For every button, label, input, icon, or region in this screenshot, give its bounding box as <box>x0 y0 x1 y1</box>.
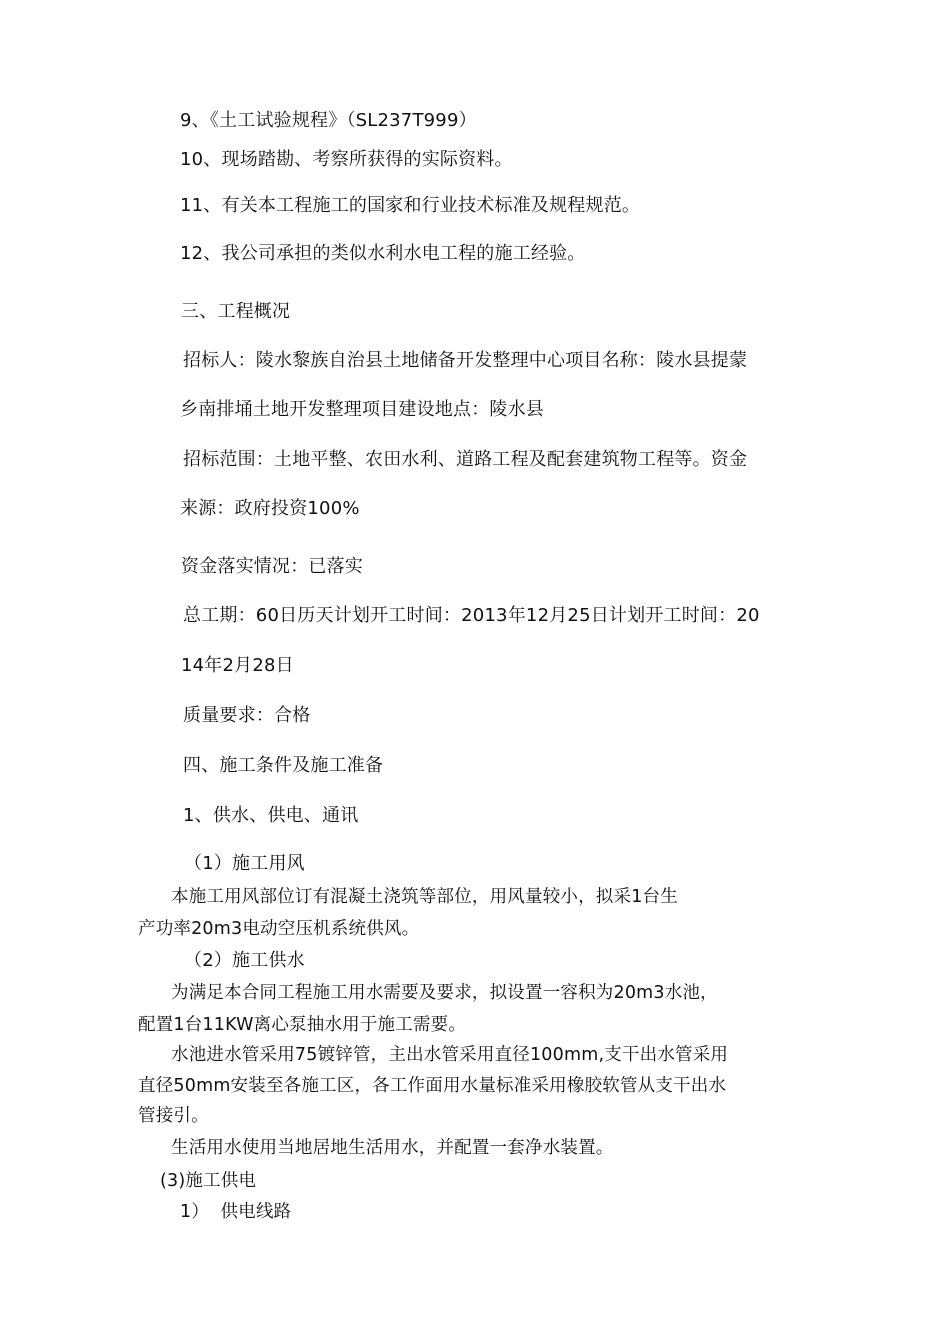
funding-status: 资金落实情况：已落实 <box>181 556 363 577</box>
reference-item-11: 11、有关本工程施工的国家和行业技术标准及规程规范。 <box>180 195 641 216</box>
subsection-utilities: 1、供水、供电、通讯 <box>183 805 359 826</box>
schedule-line-1: 总工期：60日历天计划开工时间：2013年12月25日计划开工时间：20 <box>183 605 760 626</box>
subsection-construction-water: （2）施工供水 <box>184 950 305 971</box>
air-paragraph-line-1: 本施工用风部位订有混凝土浇筑等部位，用风量较小，拟采1台生 <box>171 887 678 907</box>
section-heading-construction-conditions: 四、施工条件及施工准备 <box>183 755 384 776</box>
reference-item-10: 10、现场踏勘、考察所获得的实际资料。 <box>180 149 513 170</box>
quality-requirement: 质量要求：合格 <box>183 705 311 726</box>
reference-item-12: 12、我公司承担的类似水利水电工程的施工经验。 <box>180 243 586 264</box>
scope-line-1: 招标范围：土地平整、农田水利、道路工程及配套建筑物工程等。资金 <box>183 449 748 470</box>
scope-line-2: 来源：政府投资100% <box>180 498 360 519</box>
air-paragraph-line-2: 产功率20m3电动空压机系统供风。 <box>138 919 420 939</box>
subsection-construction-air: （1）施工用风 <box>184 853 305 874</box>
pipe-paragraph-line-2: 直径50mm安装至各施工区，各工作面用水量标准采用橡胶软管从支干出水 <box>138 1076 727 1096</box>
section-heading-project-overview: 三、工程概况 <box>181 301 291 322</box>
pipe-paragraph-line-3: 管接引。 <box>138 1106 209 1126</box>
water-paragraph-line-1: 为满足本合同工程施工用水需要及要求，拟设置一容积为20m3水池， <box>171 983 718 1003</box>
subsection-construction-power: (3)施工供电 <box>160 1171 257 1191</box>
power-line-item-1: 1） 供电线路 <box>180 1202 292 1222</box>
domestic-water-line: 生活用水使用当地居地生活用水，并配置一套净水装置。 <box>171 1138 614 1158</box>
pipe-paragraph-line-1: 水池进水管采用75镀锌管，主出水管采用直径100mm,支干出水管采用 <box>171 1045 729 1065</box>
schedule-line-2: 14年2月28日 <box>181 655 294 676</box>
water-paragraph-line-2: 配置1台11KW离心泵抽水用于施工需要。 <box>138 1015 467 1035</box>
tenderer-line-1: 招标人：陵水黎族自治县土地储备开发整理中心项目名称：陵水县提蒙 <box>183 350 748 371</box>
tenderer-line-2: 乡南排埇土地开发整理项目建设地点：陵水县 <box>180 399 544 420</box>
reference-item-9: 9、《土工试验规程》（SL237T999） <box>180 110 477 131</box>
